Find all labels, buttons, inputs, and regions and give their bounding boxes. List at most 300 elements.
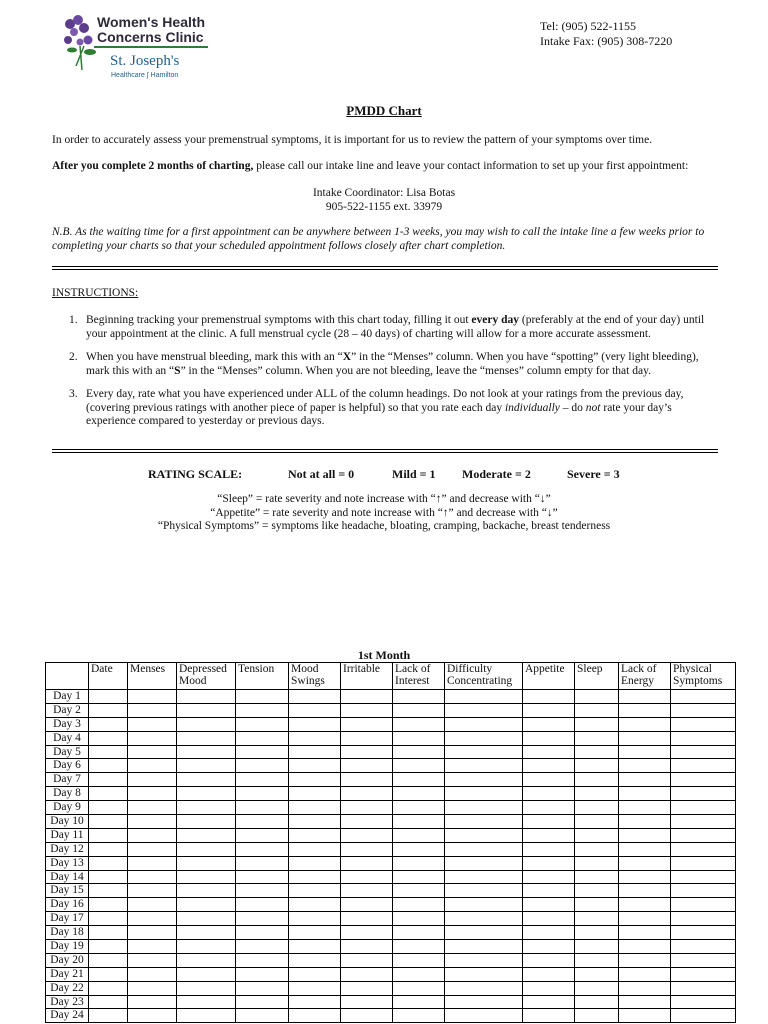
rating-cell[interactable] (619, 717, 671, 731)
rating-cell[interactable] (619, 884, 671, 898)
rating-cell[interactable] (289, 703, 341, 717)
rating-cell[interactable] (128, 1009, 177, 1023)
rating-cell[interactable] (128, 828, 177, 842)
rating-cell[interactable] (128, 690, 177, 704)
rating-cell[interactable] (236, 912, 289, 926)
rating-cell[interactable] (671, 940, 736, 954)
rating-cell[interactable] (445, 856, 523, 870)
rating-cell[interactable] (671, 828, 736, 842)
rating-cell[interactable] (619, 842, 671, 856)
rating-cell[interactable] (177, 787, 236, 801)
table-row (46, 759, 736, 773)
rating-cell[interactable] (341, 856, 393, 870)
rating-cell[interactable] (393, 912, 445, 926)
rating-cell[interactable] (393, 967, 445, 981)
day-label: Day 1 (46, 690, 89, 704)
rating-cell[interactable] (341, 690, 393, 704)
rating-cell[interactable] (523, 773, 575, 787)
rating-cell[interactable] (177, 884, 236, 898)
rating-cell[interactable] (445, 884, 523, 898)
rating-cell[interactable] (89, 1009, 128, 1023)
rating-cell[interactable] (619, 731, 671, 745)
rating-cell[interactable] (128, 967, 177, 981)
rating-cell[interactable] (89, 856, 128, 870)
rating-cell[interactable] (575, 828, 619, 842)
rating-cell[interactable] (128, 856, 177, 870)
rating-cell[interactable] (523, 940, 575, 954)
rating-cell[interactable] (393, 940, 445, 954)
rating-cell[interactable] (89, 690, 128, 704)
rating-cell[interactable] (671, 759, 736, 773)
rating-cell[interactable] (445, 745, 523, 759)
rating-cell[interactable] (289, 773, 341, 787)
rating-cell[interactable] (393, 759, 445, 773)
rating-cell[interactable] (445, 787, 523, 801)
day-label: Day 11 (46, 828, 89, 842)
rating-cell[interactable] (89, 815, 128, 829)
rating-cell[interactable] (671, 870, 736, 884)
rating-cell[interactable] (89, 717, 128, 731)
rating-cell[interactable] (128, 926, 177, 940)
rating-cell[interactable] (575, 1009, 619, 1023)
rating-cell[interactable] (671, 981, 736, 995)
rating-cell[interactable] (575, 773, 619, 787)
rating-cell[interactable] (128, 787, 177, 801)
rating-cell[interactable] (575, 759, 619, 773)
rating-cell[interactable] (445, 953, 523, 967)
rating-cell[interactable] (289, 967, 341, 981)
rating-cell[interactable] (236, 898, 289, 912)
rating-cell[interactable] (575, 912, 619, 926)
rating-cell[interactable] (575, 884, 619, 898)
rating-cell[interactable] (393, 731, 445, 745)
rating-cell[interactable] (236, 926, 289, 940)
rating-cell[interactable] (575, 856, 619, 870)
rating-cell[interactable] (523, 912, 575, 926)
rating-cell[interactable] (619, 828, 671, 842)
rating-cell[interactable] (341, 967, 393, 981)
rating-cell[interactable] (289, 1009, 341, 1023)
rating-cell[interactable] (671, 926, 736, 940)
rating-cell[interactable] (393, 745, 445, 759)
rating-cell[interactable] (445, 1009, 523, 1023)
instruction-2: 2. When you have menstrual bleeding, mark this with an “X” in the “Menses” column. When you have “spotting” (very light bleeding), mark this with an “S” in the “Menses” column. When you are not bleeding, leave the “menses” column empty for that day. (69, 351, 699, 377)
rating-cell[interactable] (445, 981, 523, 995)
rating-cell[interactable] (128, 912, 177, 926)
rating-cell[interactable] (523, 856, 575, 870)
rating-cell[interactable] (289, 787, 341, 801)
rating-cell[interactable] (671, 815, 736, 829)
rating-cell[interactable] (671, 1009, 736, 1023)
rating-cell[interactable] (393, 870, 445, 884)
rating-cell[interactable] (523, 703, 575, 717)
rating-cell[interactable] (523, 953, 575, 967)
rating-cell[interactable] (128, 801, 177, 815)
rating-cell[interactable] (177, 926, 236, 940)
rating-cell[interactable] (523, 995, 575, 1009)
day-label: Day 4 (46, 731, 89, 745)
rating-cell[interactable] (89, 940, 128, 954)
rating-cell[interactable] (89, 912, 128, 926)
rating-cell[interactable] (523, 898, 575, 912)
rating-cell[interactable] (89, 745, 128, 759)
rating-cell[interactable] (393, 801, 445, 815)
rating-cell[interactable] (236, 940, 289, 954)
rating-cell[interactable] (177, 856, 236, 870)
rating-cell[interactable] (289, 981, 341, 995)
rating-cell[interactable] (671, 884, 736, 898)
rating-cell[interactable] (619, 703, 671, 717)
rating-cell[interactable] (128, 884, 177, 898)
rating-cell[interactable] (341, 773, 393, 787)
rating-cell[interactable] (177, 953, 236, 967)
rating-cell[interactable] (619, 898, 671, 912)
rating-cell[interactable] (289, 856, 341, 870)
rating-cell[interactable] (177, 759, 236, 773)
rating-cell[interactable] (671, 967, 736, 981)
rating-cell[interactable] (89, 898, 128, 912)
rating-cell[interactable] (523, 967, 575, 981)
rating-cell[interactable] (236, 717, 289, 731)
rating-cell[interactable] (341, 953, 393, 967)
rating-cell[interactable] (289, 926, 341, 940)
rating-cell[interactable] (445, 912, 523, 926)
rating-cell[interactable] (236, 745, 289, 759)
rating-cell[interactable] (393, 690, 445, 704)
rating-cell[interactable] (523, 842, 575, 856)
rating-cell[interactable] (289, 842, 341, 856)
rating-cell[interactable] (89, 967, 128, 981)
rating-cell[interactable] (671, 842, 736, 856)
rating-cell[interactable] (236, 1009, 289, 1023)
rating-cell[interactable] (671, 745, 736, 759)
rating-cell[interactable] (619, 745, 671, 759)
rating-cell[interactable] (89, 870, 128, 884)
rating-cell[interactable] (671, 787, 736, 801)
rating-cell[interactable] (236, 953, 289, 967)
rating-cell[interactable] (289, 815, 341, 829)
rating-cell[interactable] (523, 787, 575, 801)
rating-cell[interactable] (619, 926, 671, 940)
rating-cell[interactable] (177, 995, 236, 1009)
rating-cell[interactable] (619, 1009, 671, 1023)
rating-cell[interactable] (445, 690, 523, 704)
rating-cell[interactable] (89, 759, 128, 773)
rating-cell[interactable] (619, 801, 671, 815)
rating-cell[interactable] (236, 870, 289, 884)
rating-cell[interactable] (128, 731, 177, 745)
rating-cell[interactable] (445, 842, 523, 856)
rating-cell[interactable] (671, 995, 736, 1009)
rating-cell[interactable] (523, 801, 575, 815)
rating-cell[interactable] (393, 995, 445, 1009)
rating-cell[interactable] (89, 703, 128, 717)
table-row (46, 745, 736, 759)
rating-cell[interactable] (445, 815, 523, 829)
rating-cell[interactable] (128, 953, 177, 967)
rating-cell[interactable] (289, 870, 341, 884)
rating-cell[interactable] (341, 759, 393, 773)
rating-cell[interactable] (575, 870, 619, 884)
rating-cell[interactable] (523, 870, 575, 884)
rating-cell[interactable] (671, 898, 736, 912)
rating-cell[interactable] (236, 690, 289, 704)
rating-cell[interactable] (619, 856, 671, 870)
rating-scale-label: RATING SCALE: (148, 467, 243, 481)
rating-cell[interactable] (236, 787, 289, 801)
rating-cell[interactable] (575, 815, 619, 829)
rating-cell[interactable] (575, 731, 619, 745)
rating-cell[interactable] (177, 801, 236, 815)
rating-cell[interactable] (445, 759, 523, 773)
rating-cell[interactable] (523, 981, 575, 995)
contact-info (540, 19, 672, 49)
rating-cell[interactable] (177, 1009, 236, 1023)
rating-cell[interactable] (523, 815, 575, 829)
rating-cell[interactable] (289, 801, 341, 815)
rating-cell[interactable] (128, 759, 177, 773)
rating-cell[interactable] (289, 717, 341, 731)
rating-cell[interactable] (89, 842, 128, 856)
rating-cell[interactable] (575, 842, 619, 856)
rating-cell[interactable] (177, 842, 236, 856)
rating-cell[interactable] (236, 856, 289, 870)
rating-cell[interactable] (619, 912, 671, 926)
rating-cell[interactable] (236, 967, 289, 981)
rating-cell[interactable] (523, 828, 575, 842)
rating-cell[interactable] (445, 926, 523, 940)
rating-cell[interactable] (89, 995, 128, 1009)
rating-cell[interactable] (575, 801, 619, 815)
rating-cell[interactable] (393, 787, 445, 801)
rating-cell[interactable] (89, 731, 128, 745)
rating-cell[interactable] (393, 856, 445, 870)
rating-cell[interactable] (671, 717, 736, 731)
rating-cell[interactable] (289, 690, 341, 704)
rating-cell[interactable] (236, 995, 289, 1009)
rating-cell[interactable] (89, 801, 128, 815)
rating-cell[interactable] (393, 953, 445, 967)
rating-cell[interactable] (289, 912, 341, 926)
rating-cell[interactable] (177, 731, 236, 745)
rating-cell[interactable] (341, 898, 393, 912)
physical-note: “Physical Symptoms” = symptoms like headache, bloating, cramping, backache, breast tenderness (157, 520, 611, 532)
rating-cell[interactable] (128, 745, 177, 759)
rating-cell[interactable] (341, 717, 393, 731)
rating-cell[interactable] (523, 884, 575, 898)
rating-cell[interactable] (177, 773, 236, 787)
rating-cell[interactable] (393, 815, 445, 829)
rating-cell[interactable] (341, 870, 393, 884)
rating-cell[interactable] (575, 926, 619, 940)
rating-cell[interactable] (575, 898, 619, 912)
rating-cell[interactable] (177, 828, 236, 842)
rating-cell[interactable] (341, 940, 393, 954)
rating-cell[interactable] (177, 898, 236, 912)
rating-cell[interactable] (393, 717, 445, 731)
intro-paragraph: In order to accurately assess your premenstrual symptoms, it is important for us to review the pattern of your symptoms over time. (52, 134, 653, 146)
rating-cell[interactable] (575, 967, 619, 981)
rating-cell[interactable] (393, 842, 445, 856)
rating-cell[interactable] (128, 815, 177, 829)
rating-cell[interactable] (619, 967, 671, 981)
rating-cell[interactable] (619, 953, 671, 967)
rating-cell[interactable] (128, 842, 177, 856)
day-label: Day 3 (46, 717, 89, 731)
rating-cell[interactable] (445, 731, 523, 745)
rating-cell[interactable] (341, 828, 393, 842)
rating-cell[interactable] (89, 981, 128, 995)
rating-cell[interactable] (89, 884, 128, 898)
rating-cell[interactable] (575, 745, 619, 759)
rating-cell[interactable] (236, 828, 289, 842)
rating-cell[interactable] (236, 815, 289, 829)
rating-cell[interactable] (89, 773, 128, 787)
rating-cell[interactable] (341, 926, 393, 940)
rating-cell[interactable] (341, 731, 393, 745)
rating-cell[interactable] (341, 995, 393, 1009)
rating-cell[interactable] (177, 815, 236, 829)
rating-cell[interactable] (289, 953, 341, 967)
rating-cell[interactable] (289, 995, 341, 1009)
rating-cell[interactable] (289, 828, 341, 842)
rating-cell[interactable] (236, 801, 289, 815)
column-header: Physical Symptoms (671, 663, 736, 690)
rating-cell[interactable] (619, 773, 671, 787)
rating-cell[interactable] (341, 745, 393, 759)
rating-cell[interactable] (575, 995, 619, 1009)
rating-cell[interactable] (289, 731, 341, 745)
rating-cell[interactable] (177, 981, 236, 995)
rating-cell[interactable] (523, 731, 575, 745)
rating-cell[interactable] (523, 717, 575, 731)
rating-cell[interactable] (177, 717, 236, 731)
rating-cell[interactable] (671, 731, 736, 745)
rating-cell[interactable] (575, 981, 619, 995)
rating-cell[interactable] (341, 912, 393, 926)
rating-cell[interactable] (236, 731, 289, 745)
rating-cell[interactable] (341, 981, 393, 995)
rating-cell[interactable] (523, 759, 575, 773)
rating-cell[interactable] (393, 884, 445, 898)
rating-cell[interactable] (89, 828, 128, 842)
rating-cell[interactable] (393, 703, 445, 717)
rating-cell[interactable] (289, 898, 341, 912)
rating-cell[interactable] (445, 703, 523, 717)
rating-cell[interactable] (671, 801, 736, 815)
rating-cell[interactable] (128, 940, 177, 954)
rating-cell[interactable] (128, 995, 177, 1009)
rating-cell[interactable] (289, 745, 341, 759)
rating-cell[interactable] (619, 940, 671, 954)
rating-cell[interactable] (619, 787, 671, 801)
rating-cell[interactable] (523, 926, 575, 940)
rating-cell[interactable] (341, 787, 393, 801)
rating-cell[interactable] (445, 870, 523, 884)
rating-cell[interactable] (671, 912, 736, 926)
rating-cell[interactable] (445, 828, 523, 842)
rating-cell[interactable] (619, 815, 671, 829)
rating-cell[interactable] (619, 759, 671, 773)
rating-cell[interactable] (671, 690, 736, 704)
rating-cell[interactable] (445, 940, 523, 954)
rating-cell[interactable] (523, 745, 575, 759)
rating-cell[interactable] (619, 690, 671, 704)
rating-cell[interactable] (341, 884, 393, 898)
rating-cell[interactable] (341, 703, 393, 717)
rating-cell[interactable] (575, 940, 619, 954)
rating-cell[interactable] (393, 1009, 445, 1023)
rating-cell[interactable] (289, 884, 341, 898)
rating-cell[interactable] (236, 703, 289, 717)
rating-cell[interactable] (177, 912, 236, 926)
rating-cell[interactable] (177, 690, 236, 704)
rating-cell[interactable] (445, 717, 523, 731)
rating-cell[interactable] (289, 759, 341, 773)
rating-cell[interactable] (671, 856, 736, 870)
rating-cell[interactable] (619, 995, 671, 1009)
rating-cell[interactable] (128, 870, 177, 884)
rating-cell[interactable] (341, 801, 393, 815)
rating-cell[interactable] (89, 926, 128, 940)
rating-cell[interactable] (289, 940, 341, 954)
rating-cell[interactable] (236, 884, 289, 898)
rating-cell[interactable] (575, 717, 619, 731)
rating-cell[interactable] (671, 773, 736, 787)
rating-cell[interactable] (128, 703, 177, 717)
rating-cell[interactable] (89, 787, 128, 801)
rating-cell[interactable] (575, 703, 619, 717)
rating-cell[interactable] (575, 953, 619, 967)
rating-cell[interactable] (619, 870, 671, 884)
rating-cell[interactable] (177, 870, 236, 884)
rating-cell[interactable] (177, 967, 236, 981)
rating-cell[interactable] (619, 981, 671, 995)
rating-cell[interactable] (445, 898, 523, 912)
rating-cell[interactable] (236, 759, 289, 773)
rating-cell[interactable] (671, 953, 736, 967)
rating-cell[interactable] (128, 717, 177, 731)
rating-cell[interactable] (393, 898, 445, 912)
rating-cell[interactable] (236, 981, 289, 995)
rating-cell[interactable] (445, 801, 523, 815)
rating-cell[interactable] (393, 926, 445, 940)
rating-cell[interactable] (128, 898, 177, 912)
rating-cell[interactable] (128, 773, 177, 787)
rating-cell[interactable] (523, 1009, 575, 1023)
rating-cell[interactable] (523, 690, 575, 704)
rating-cell[interactable] (575, 787, 619, 801)
rating-cell[interactable] (575, 690, 619, 704)
rating-cell[interactable] (393, 828, 445, 842)
rating-cell[interactable] (236, 773, 289, 787)
rating-cell[interactable] (341, 1009, 393, 1023)
rating-cell[interactable] (89, 953, 128, 967)
rating-cell[interactable] (177, 940, 236, 954)
rating-cell[interactable] (177, 703, 236, 717)
rating-cell[interactable] (341, 842, 393, 856)
rating-cell[interactable] (393, 773, 445, 787)
rating-cell[interactable] (393, 981, 445, 995)
rating-cell[interactable] (445, 967, 523, 981)
rating-cell[interactable] (177, 745, 236, 759)
rating-cell[interactable] (128, 981, 177, 995)
rating-cell[interactable] (445, 773, 523, 787)
rating-cell[interactable] (236, 842, 289, 856)
rating-cell[interactable] (341, 815, 393, 829)
rating-cell[interactable] (445, 995, 523, 1009)
rating-cell[interactable] (671, 703, 736, 717)
